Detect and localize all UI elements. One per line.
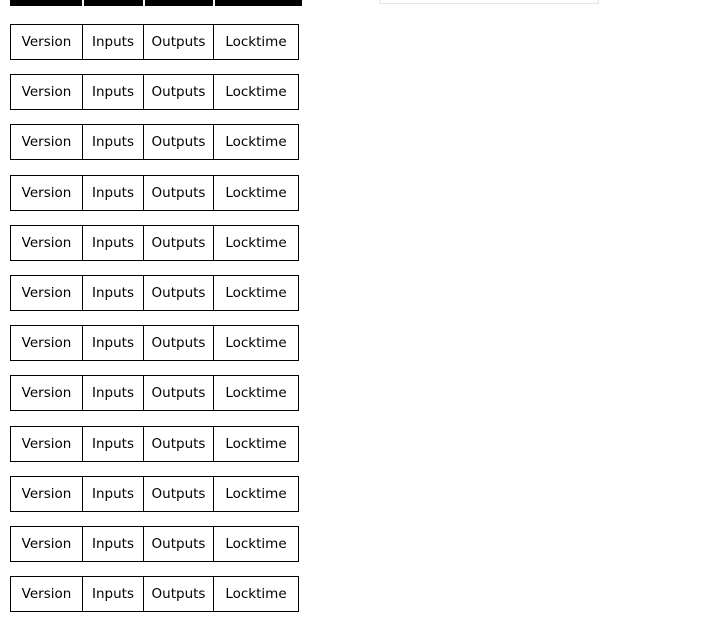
tx-field-inputs: Inputs (82, 375, 144, 411)
clipped-divider-2 (143, 0, 145, 6)
transaction-row (10, 225, 299, 261)
tx-field-version: Version (10, 476, 83, 512)
tx-field-version: Version (10, 576, 83, 612)
tx-field-version: Version (10, 526, 83, 562)
tx-field-inputs: Inputs (82, 476, 144, 512)
tx-field-outputs: Outputs (143, 426, 214, 462)
transaction-row (10, 476, 299, 512)
tx-field-inputs: Inputs (82, 275, 144, 311)
tx-field-inputs: Inputs (82, 576, 144, 612)
tx-field-outputs: Outputs (143, 576, 214, 612)
tx-field-outputs: Outputs (143, 225, 214, 261)
tx-field-locktime: Locktime (213, 275, 299, 311)
tx-field-outputs: Outputs (143, 175, 214, 211)
tx-field-inputs: Inputs (82, 526, 144, 562)
tx-field-inputs: Inputs (82, 124, 144, 160)
transaction-row (10, 325, 299, 361)
tx-field-outputs: Outputs (143, 526, 214, 562)
clipped-divider-3 (213, 0, 215, 6)
transaction-row (10, 275, 299, 311)
tx-field-outputs: Outputs (143, 325, 214, 361)
tx-field-version: Version (10, 275, 83, 311)
tx-field-version: Version (10, 375, 83, 411)
transaction-row (10, 124, 299, 160)
transaction-row (10, 426, 299, 462)
tx-field-outputs: Outputs (143, 74, 214, 110)
tx-field-version: Version (10, 225, 83, 261)
clipped-divider-1 (82, 0, 84, 6)
tx-field-locktime: Locktime (213, 225, 299, 261)
tx-field-locktime: Locktime (213, 175, 299, 211)
tx-field-outputs: Outputs (143, 124, 214, 160)
tx-field-version: Version (10, 124, 83, 160)
transaction-row (10, 576, 299, 612)
tx-field-version: Version (10, 426, 83, 462)
tx-field-outputs: Outputs (143, 275, 214, 311)
tx-field-inputs: Inputs (82, 24, 144, 60)
tx-field-locktime: Locktime (213, 375, 299, 411)
tx-field-outputs: Outputs (143, 476, 214, 512)
tx-field-locktime: Locktime (213, 325, 299, 361)
tx-field-inputs: Inputs (82, 325, 144, 361)
tx-field-version: Version (10, 175, 83, 211)
tx-field-locktime: Locktime (213, 426, 299, 462)
tx-field-version: Version (10, 24, 83, 60)
tx-field-version: Version (10, 325, 83, 361)
tx-field-inputs: Inputs (82, 175, 144, 211)
tx-field-locktime: Locktime (213, 576, 299, 612)
tx-field-locktime: Locktime (213, 124, 299, 160)
clipped-faint-row (379, 0, 599, 4)
tx-field-inputs: Inputs (82, 74, 144, 110)
tx-field-locktime: Locktime (213, 24, 299, 60)
transaction-row (10, 74, 299, 110)
tx-field-outputs: Outputs (143, 24, 214, 60)
tx-field-locktime: Locktime (213, 526, 299, 562)
tx-field-locktime: Locktime (213, 74, 299, 110)
tx-field-outputs: Outputs (143, 375, 214, 411)
transaction-row (10, 24, 299, 60)
transaction-row (10, 526, 299, 562)
transaction-row-stack (10, 24, 299, 626)
clipped-top-row (10, 0, 302, 6)
tx-field-inputs: Inputs (82, 426, 144, 462)
transaction-row (10, 175, 299, 211)
tx-field-version: Version (10, 74, 83, 110)
tx-field-locktime: Locktime (213, 476, 299, 512)
tx-field-inputs: Inputs (82, 225, 144, 261)
transaction-row (10, 375, 299, 411)
